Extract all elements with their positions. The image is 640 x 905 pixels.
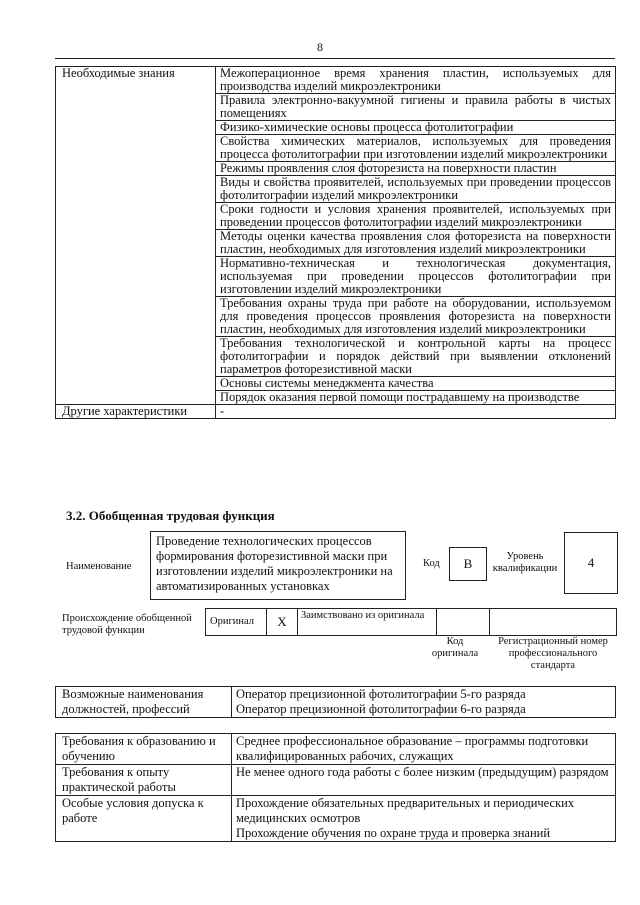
position-item: Оператор прецизионной фотолитографии 6-го разряда	[236, 702, 526, 716]
qualification-level-box: 4	[564, 532, 618, 594]
code-original-cell	[436, 609, 490, 635]
knowledge-item: Нормативно-техническая и технологическая документация, используемая при проведении процессов фотолитографии при изготовлении изделий микроэлектроники	[216, 257, 616, 297]
knowledge-item: Требования охраны труда при работе на оборудовании, используемом для проведения процессов проявления фоторезиста на поверхности пластин, необходимых для изготовления изделий микроэлектроники	[216, 297, 616, 337]
code-original-label: Код оригинала	[431, 636, 479, 659]
special-condition-item: Прохождение обучения по охране труда и проверка знаний	[236, 826, 551, 840]
education-label: Требования к образованию и обучению	[56, 734, 232, 765]
page-number: 8	[317, 40, 323, 54]
requirements-table	[55, 733, 616, 842]
knowledge-table	[55, 66, 616, 419]
positions-table	[55, 686, 616, 718]
knowledge-item: Правила электронно-вакуумной гигиены и правила работы в чистых помещениях	[216, 94, 616, 121]
original-mark: X	[266, 609, 298, 635]
knowledge-item: Межоперационное время хранения пластин, используемых для производства изделий микроэлектроники	[216, 67, 616, 94]
positions-label: Возможные наименования должностей, профессий	[56, 687, 232, 718]
knowledge-label: Необходимые знания	[56, 67, 216, 405]
registration-number-label: Регистрационный номер профессионального стандарта	[498, 636, 608, 671]
knowledge-item: Сроки годности и условия хранения проявителей, используемых при проведении процессов фотолитографии изделий микроэлектроники	[216, 203, 616, 230]
origin-row	[205, 608, 617, 636]
knowledge-item: Виды и свойства проявителей, используемых при проведении процессов фотолитографии изделий микроэлектроники	[216, 176, 616, 203]
position-item: Оператор прецизионной фотолитографии 5-го разряда	[236, 687, 526, 701]
special-conditions-label: Особые условия допуска к работе	[56, 796, 232, 842]
special-condition-item: Прохождение обязательных предварительных и периодических медицинских осмотров	[236, 796, 575, 825]
borrowed-label: Заимствовано из оригинала	[301, 610, 425, 621]
code-label: Код	[423, 558, 440, 569]
knowledge-item: Требования технологической и контрольной карты на процесс фотолитографии и порядок действий при выявлении отклонений параметров фоторезистивной маски	[216, 337, 616, 377]
education-value: Среднее профессиональное образование – программы подготовки квалифицированных рабочих, служащих	[232, 734, 616, 765]
function-name-box: Проведение технологических процессов формирования фоторезистивной маски при изготовлении изделий микроэлектроники на автоматизированных установках	[150, 531, 406, 600]
positions-values	[232, 687, 616, 718]
experience-value: Не менее одного года работы с более низким (предыдущим) разрядом	[232, 765, 616, 796]
code-value-box: В	[449, 547, 487, 581]
section-heading: 3.2. Обобщенная трудовая функция	[66, 508, 275, 523]
name-label: Наименование	[66, 561, 132, 572]
origin-label: Происхождение обобщенной трудовой функции	[62, 613, 192, 636]
knowledge-item: Физико-химические основы процесса фотолитографии	[216, 121, 616, 135]
special-conditions-values	[232, 796, 616, 842]
other-characteristics-label: Другие характеристики	[56, 405, 216, 419]
qualification-level-label: Уровень квалификации	[492, 551, 558, 574]
original-label: Оригинал	[210, 616, 254, 627]
knowledge-item: Свойства химических материалов, используемых для проведения процесса фотолитографии при изготовлении изделий микроэлектроники	[216, 135, 616, 162]
knowledge-item: Режимы проявления слоя фоторезиста на поверхности пластин	[216, 162, 616, 176]
experience-label: Требования к опыту практической работы	[56, 765, 232, 796]
knowledge-item: Основы системы менеджмента качества	[216, 377, 616, 391]
knowledge-item: Методы оценки качества проявления слоя фоторезиста на поверхности пластин, необходимых для изготовления изделий микроэлектроники	[216, 230, 616, 257]
other-characteristics-value: -	[216, 405, 616, 419]
knowledge-item: Порядок оказания первой помощи пострадавшему на производстве	[216, 391, 616, 405]
top-rule	[55, 58, 615, 59]
